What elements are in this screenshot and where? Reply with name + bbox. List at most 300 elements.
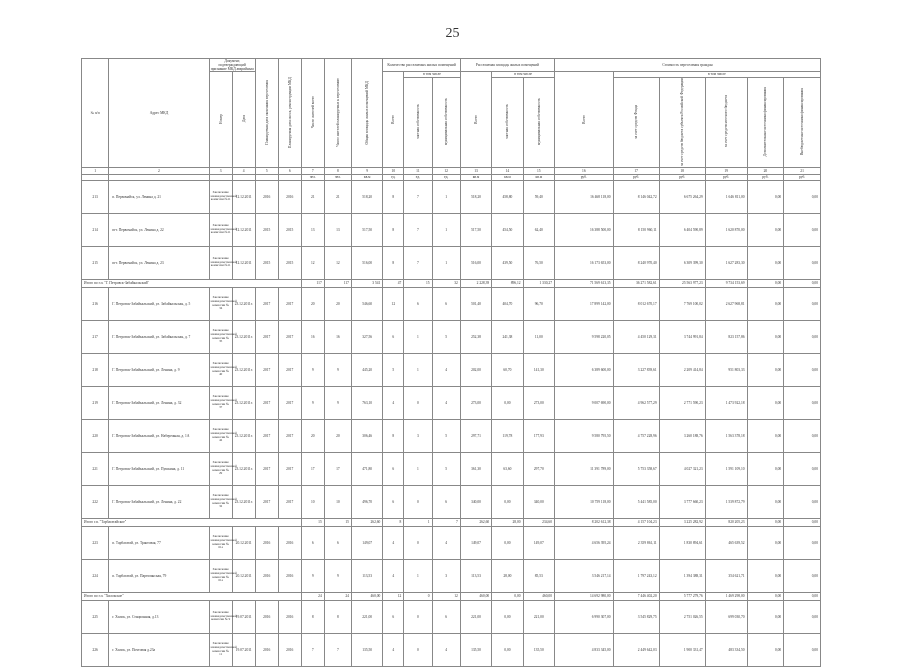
table-cell: 3 [404, 419, 432, 452]
table-cell: 3 744 991,84 [659, 320, 705, 353]
table-cell: 216 [82, 287, 109, 320]
column-number: 18 [659, 167, 705, 174]
table-cell: 340,00 [460, 485, 491, 518]
table-cell: 0,00 [747, 485, 784, 518]
table-cell: 202,00 [460, 353, 491, 386]
subtotal-cell: 1 [404, 518, 432, 526]
table-cell: 6 404 590,89 [659, 213, 705, 246]
subtotal-label: Итого по г.п. "Г. Петровск-Забайкальский" [82, 279, 302, 287]
table-cell: 149,07 [351, 526, 382, 559]
table-cell: пгт. Первомайск, ул. Ленина д. 22 [109, 213, 209, 246]
table-cell: 2017 [255, 485, 278, 518]
table-cell: 1 591 109,10 [705, 452, 747, 485]
subtotal-label: Итого по г.п. "Хилокское" [82, 592, 302, 600]
subtotal-cell: 9 734 153,69 [705, 279, 747, 287]
table-cell: 9 598 220,05 [555, 320, 614, 353]
column-number: 20 [747, 167, 784, 174]
table-cell: 5 [432, 320, 460, 353]
subtotal-cell: 1 330,27 [523, 279, 554, 287]
table-cell: 354 621,71 [705, 559, 747, 592]
table-cell: Заключение межведомственной комиссии № 37 [209, 386, 232, 419]
table-cell: 0 [404, 600, 432, 633]
table-cell: 9 [301, 559, 324, 592]
table-cell: 3 227 839,61 [613, 353, 659, 386]
table-cell: 6 389 600,00 [555, 353, 614, 386]
table-cell: 0 [404, 485, 432, 518]
table-cell: 23.12.2011г. [232, 320, 255, 353]
table-cell: 0,00 [784, 287, 821, 320]
subtotal-cell: 15 [301, 518, 324, 526]
table-cell: 0,00 [747, 419, 784, 452]
table-cell: 0,00 [747, 246, 784, 279]
subtotal-cell: 47 [383, 279, 404, 287]
table-cell: 4 [383, 633, 404, 666]
table-cell: 4 [432, 633, 460, 666]
table-cell: 9 [324, 353, 351, 386]
table-cell: п. Тарбагатай, ул. Партизанская, 79 [109, 559, 209, 592]
table-cell: 19.07.2011 [232, 633, 255, 666]
header-area-total: Всего [460, 72, 491, 167]
table-cell: 2017 [255, 287, 278, 320]
table-cell: 20 [324, 287, 351, 320]
header-cost-budget-rf: за счет средств бюджета субъекта Российской Федерации [659, 77, 705, 167]
table-cell: 8 [324, 600, 351, 633]
header-rooms-group: Количество расселяемых жилых помещений [383, 59, 460, 72]
table-cell: 21 [324, 180, 351, 213]
table-cell: 20 [301, 287, 324, 320]
subtotal-row [82, 592, 821, 600]
subtotal-cell: 14 692 980,00 [555, 592, 614, 600]
column-number: 19 [705, 167, 747, 174]
table-cell: 1 [404, 559, 432, 592]
subtotal-cell: 15 [324, 518, 351, 526]
table-row [82, 419, 821, 452]
table-cell: 2017 [278, 353, 301, 386]
table-cell: 6 [432, 600, 460, 633]
table-cell: 2016 [278, 559, 301, 592]
table-cell: 28,00 [492, 559, 523, 592]
table-cell: Г. Петровск-Забайкальский, ул. Забайкальская, д. 5 [109, 287, 209, 320]
header-cost-fund: за счет средств Фонда [613, 77, 659, 167]
table-cell: 2016 [278, 600, 301, 633]
column-number: 14 [492, 167, 523, 174]
table-cell: 6 [301, 526, 324, 559]
subtotal-cell: 8 202 612,38 [555, 518, 614, 526]
table-cell: 439,50 [492, 246, 523, 279]
table-cell: 12.12.2011 [232, 180, 255, 213]
table-cell: 222 [82, 485, 109, 518]
unit-label: кв.м [523, 174, 554, 180]
header-rooms-incl: в том числе [404, 72, 461, 77]
table-cell: 6 [383, 485, 404, 518]
table-cell: 306,46 [351, 419, 382, 452]
table-cell: 1 [404, 320, 432, 353]
column-number: 13 [460, 167, 491, 174]
table-cell: 3 260 188,76 [659, 419, 705, 452]
table-cell: 518,20 [351, 180, 382, 213]
subtotal-cell: 4 157 104,23 [613, 518, 659, 526]
table-cell: 7 [404, 246, 432, 279]
table-cell: 6 309 399,30 [659, 246, 705, 279]
table-row [82, 320, 821, 353]
table-cell: 0,00 [747, 353, 784, 386]
table-cell: 517,50 [460, 213, 491, 246]
table-cell: 0,00 [747, 287, 784, 320]
table-cell: 2016 [278, 633, 301, 666]
unit-label: ед. [383, 174, 404, 180]
table-cell: Г. Петровск-Забайкальский, ул. Набережная, д. 1А [109, 419, 209, 452]
table-cell: 76,50 [523, 246, 554, 279]
subtotal-cell: 71 569 613,35 [555, 279, 614, 287]
table-cell: 8 [301, 600, 324, 633]
table-cell: 1 620 870,00 [705, 213, 747, 246]
header-doc-date: Дата [232, 72, 255, 167]
table-cell: 1 394 388,31 [659, 559, 705, 592]
subtotal-cell: 24 [324, 592, 351, 600]
table-cell: г. Хилок, ул. Почтовая д.23а [109, 633, 209, 666]
table-cell: 0,00 [747, 559, 784, 592]
table-cell: 23.12.2011г. [232, 419, 255, 452]
table-cell: 23.12.2011г. [232, 386, 255, 419]
table-cell: 0,00 [784, 419, 821, 452]
column-number: 15 [523, 167, 554, 174]
table-cell: Г. Петровск-Забайкальский, ул. Ленина, д. 22 [109, 485, 209, 518]
table-cell: 445,20 [351, 353, 382, 386]
table-cell: 0,00 [784, 353, 821, 386]
table-cell: 60,70 [492, 353, 523, 386]
unit-label: чел. [301, 174, 324, 180]
unit-label: руб. [784, 174, 821, 180]
subtotal-cell: 24 [301, 592, 324, 600]
table-cell: 1 539 872,79 [705, 485, 747, 518]
subtotal-cell: 25 563 977,23 [659, 279, 705, 287]
table-cell: 221,00 [523, 600, 554, 633]
column-number: 5 [255, 167, 278, 174]
table-cell: 1 473 922,18 [705, 386, 747, 419]
table-cell: 0,00 [747, 452, 784, 485]
table-row [82, 600, 821, 633]
subtotal-cell: 7 446 402,20 [613, 592, 659, 600]
table-cell: 2015 [255, 246, 278, 279]
unit-label: чел. [324, 174, 351, 180]
table-cell: 2016 [255, 526, 278, 559]
table-cell: 7 769 100,02 [659, 287, 705, 320]
resettlement-table [81, 58, 821, 667]
table-cell: Заключение межведомственной комиссии № 34 [209, 287, 232, 320]
column-number: 12 [432, 167, 460, 174]
table-cell: 763,10 [351, 386, 382, 419]
table-cell: 135,50 [460, 633, 491, 666]
table-cell: 340,00 [523, 485, 554, 518]
table-cell: 516,00 [460, 246, 491, 279]
table-cell: 0,00 [784, 213, 821, 246]
table-cell: 225 [82, 600, 109, 633]
header-rooms-municipal: муниципальная собственность [432, 77, 460, 167]
unit-label: руб. [659, 174, 705, 180]
table-cell: 218 [82, 353, 109, 386]
table-cell: 8 150 960,11 [613, 213, 659, 246]
table-cell: 2016 [255, 633, 278, 666]
page-number: 25 [445, 26, 460, 41]
table-cell: 20.12.2011 [232, 526, 255, 559]
table-cell: 361,30 [460, 452, 491, 485]
table-cell: 215 [82, 246, 109, 279]
table-cell: 1 797 243,12 [613, 559, 659, 592]
table-cell: п. Первомайск, ул. Ленина д. 21 [109, 180, 209, 213]
column-number: 6 [278, 167, 301, 174]
table-cell: 0,00 [784, 180, 821, 213]
header-doc-group: Документ, подтверждающий признание МКД аварийным [210, 59, 254, 72]
header-planned-demolish: Планируемая дата сноса, реконструкции МКД [278, 59, 301, 168]
table-cell: Заключение межведомственной комиссии № 32 [209, 485, 232, 518]
unit-label: руб. [747, 174, 784, 180]
table-cell: 471,80 [351, 452, 382, 485]
table-cell: 0 [404, 526, 432, 559]
subtotal-cell: 460,00 [523, 592, 554, 600]
table-cell: 2 751 026,55 [659, 600, 705, 633]
table-cell: Заключение межведомственной комиссии №11 [209, 246, 232, 279]
table-cell: Заключение межведомственной комиссии № 11 [209, 633, 232, 666]
table-row [82, 386, 821, 419]
table-cell: 483 334,50 [705, 633, 747, 666]
table-cell: 221 [82, 452, 109, 485]
table-cell: 4 [432, 386, 460, 419]
table-cell: 2017 [278, 419, 301, 452]
header-no: № п/п [82, 59, 109, 168]
table-cell: 4 [383, 559, 404, 592]
table-cell: 2015 [278, 213, 301, 246]
table-cell: 0,00 [747, 600, 784, 633]
subtotal-cell: 460,00 [460, 592, 491, 600]
table-cell: 63,60 [492, 452, 523, 485]
table-cell: 9 [301, 386, 324, 419]
table-cell: 0 [404, 633, 432, 666]
table-cell: 221,00 [351, 600, 382, 633]
table-cell: 327,56 [351, 320, 382, 353]
table-cell: 699 030,70 [705, 600, 747, 633]
table-cell: Заключение межведомственной комиссии № 35 [209, 320, 232, 353]
table-cell: 0,00 [784, 320, 821, 353]
table-cell: 0,00 [747, 180, 784, 213]
unit-label: кв.м [460, 174, 491, 180]
table-cell: 113,53 [460, 559, 491, 592]
table-cell: 3 [432, 559, 460, 592]
table-cell: 0,00 [784, 600, 821, 633]
table-cell: Заключение межведомственной комиссии №11 [209, 213, 232, 246]
column-number: 21 [784, 167, 821, 174]
table-cell: 6 [432, 287, 460, 320]
table-cell: 3 546 217,14 [555, 559, 614, 592]
header-area-private: частная собственность [492, 77, 523, 167]
table-cell: 4 [432, 526, 460, 559]
column-number: 8 [324, 167, 351, 174]
header-cost-budget-local: за счет средств местного бюджета [705, 77, 747, 167]
table-cell: 3 545 829,75 [613, 600, 659, 633]
table-cell: 4 833 345,00 [555, 633, 614, 666]
table-cell: 1 [404, 353, 432, 386]
header-total-area: Общая площадь жилых помещений МКД [351, 59, 382, 168]
table-cell: 10 [301, 485, 324, 518]
table-cell: 9 007 690,00 [555, 386, 614, 419]
table-cell: 17 899 142,00 [555, 287, 614, 320]
subtotal-cell: 0,00 [784, 518, 821, 526]
table-cell: 113,53 [351, 559, 382, 592]
table-cell: 16 [301, 320, 324, 353]
table-cell: 9 580 795,50 [555, 419, 614, 452]
table-cell: 10 759 118,00 [555, 485, 614, 518]
table-cell: 2016 [278, 526, 301, 559]
header-address: Адрес МКД [109, 59, 209, 168]
table-row [82, 287, 821, 320]
table-cell: 9 [324, 559, 351, 592]
table-cell: 0,00 [747, 526, 784, 559]
table-cell: 12 [301, 246, 324, 279]
table-cell: 2016 [278, 180, 301, 213]
table-cell: 12.12.2011 [232, 246, 255, 279]
table-cell: 9 [324, 386, 351, 419]
header-area-group: Расселяемая площадь жилых помещений [460, 59, 554, 72]
table-cell: 2017 [278, 287, 301, 320]
subtotal-cell: 0,00 [784, 592, 821, 600]
table-cell: 297,71 [460, 419, 491, 452]
table-cell: Заключение межведомственной комиссии № 42 [209, 419, 232, 452]
subtotal-cell: 36 271 582,61 [613, 279, 659, 287]
subtotal-cell: 460,00 [351, 592, 382, 600]
table-cell: 6 [324, 526, 351, 559]
subtotal-cell: 0 [404, 592, 432, 600]
table-cell: 2017 [278, 386, 301, 419]
column-number: 10 [383, 167, 404, 174]
table-cell: 465 639,52 [705, 526, 747, 559]
table-cell: 177,93 [523, 419, 554, 452]
table-cell: 7 [404, 180, 432, 213]
table-cell: 16 388 500,00 [555, 213, 614, 246]
table-cell: 96,70 [523, 287, 554, 320]
table-cell: 2017 [255, 419, 278, 452]
table-cell: 10 [324, 485, 351, 518]
table-cell: 0,00 [492, 485, 523, 518]
table-cell: 1 [404, 452, 432, 485]
unit-label: руб. [613, 174, 659, 180]
table-cell: 149,07 [523, 526, 554, 559]
table-cell: 1 [432, 246, 460, 279]
table-cell: Г. Петровск-Забайкальский, ул. Ленина, д. 9 [109, 353, 209, 386]
subtotal-cell: 12 [383, 592, 404, 600]
table-cell: 6 990 307,00 [555, 600, 614, 633]
table-cell: 2015 [278, 246, 301, 279]
table-cell: 23.12.2011г. [232, 485, 255, 518]
table-cell: 496,70 [351, 485, 382, 518]
unit-label: ед. [404, 174, 432, 180]
table-cell: 458,80 [492, 180, 523, 213]
unit-label: руб. [555, 174, 614, 180]
subtotal-cell: 234,60 [523, 518, 554, 526]
header-cost-extra-budget: Внебюджетные источники финансирования [784, 77, 821, 167]
table-cell: 13 [324, 213, 351, 246]
header-rooms-private: частная собственность [404, 77, 432, 167]
table-cell: 7 [404, 213, 432, 246]
table-cell: 12 [324, 246, 351, 279]
table-cell: 1 646 811,00 [705, 180, 747, 213]
subtotal-cell: 262,60 [351, 518, 382, 526]
column-number: 4 [232, 167, 255, 174]
table-cell: 59,40 [523, 180, 554, 213]
column-number: 17 [613, 167, 659, 174]
table-cell: 297,70 [523, 452, 554, 485]
subtotal-row [82, 279, 821, 287]
table-cell: 252,38 [460, 320, 491, 353]
table-cell: 4 [383, 386, 404, 419]
table-cell: 6 [404, 287, 432, 320]
subtotal-cell: 28,00 [492, 518, 523, 526]
table-cell: 20 [301, 419, 324, 452]
table-cell: п. Тарбагатай, ул. Трактовая, 77 [109, 526, 209, 559]
table-cell: 1 [432, 213, 460, 246]
subtotal-cell: 8 [383, 518, 404, 526]
table-cell: 0,00 [784, 452, 821, 485]
table-cell: 404,70 [492, 287, 523, 320]
table-cell: 1 [432, 180, 460, 213]
table-cell: 2017 [255, 320, 278, 353]
table-cell: 2015 [255, 213, 278, 246]
column-number: 7 [301, 167, 324, 174]
table-cell: 2016 [255, 180, 278, 213]
table-row [82, 353, 821, 386]
table-cell: 149,07 [460, 526, 491, 559]
table-cell: 6 675 264,29 [659, 180, 705, 213]
table-cell: 8 [383, 246, 404, 279]
header-cost-extra: Дополнительные источники финансирования [747, 77, 784, 167]
table-cell: 20.12.2011 [232, 559, 255, 592]
subtotal-cell: 820 205,23 [705, 518, 747, 526]
table-cell: 217 [82, 320, 109, 353]
table-cell: 16 173 653,00 [555, 246, 614, 279]
table-cell: 7 [324, 633, 351, 666]
header-residents: Число жителей всего [301, 59, 324, 168]
table-cell: 2 209 414,84 [659, 353, 705, 386]
table-cell: 2017 [255, 386, 278, 419]
table-cell: 135,50 [351, 633, 382, 666]
table-cell: 224 [82, 559, 109, 592]
column-number: 3 [209, 167, 232, 174]
subtotal-cell: 7 [432, 518, 460, 526]
table-cell: пгт. Первомайск, ул. Ленина д. 23 [109, 246, 209, 279]
table-cell: 7 [301, 633, 324, 666]
table-cell: 8 [383, 419, 404, 452]
table-cell: 0,00 [747, 320, 784, 353]
table-cell: Заключение межведомственной комиссии № 29 [209, 452, 232, 485]
unit-label: руб. [705, 174, 747, 180]
subtotal-cell: 117 [324, 279, 351, 287]
subtotal-cell: 0,00 [784, 279, 821, 287]
table-cell: 6 [383, 452, 404, 485]
table-cell: Заключение межведомственной комиссии № 61а [209, 526, 232, 559]
table-cell: 1 627 283,30 [705, 246, 747, 279]
table-cell: 4 [432, 353, 460, 386]
header-area-incl: в том числе [492, 72, 555, 77]
table-cell: 62,40 [523, 213, 554, 246]
column-number: 1 [82, 167, 109, 174]
table-row [82, 213, 821, 246]
table-cell: 9 [301, 353, 324, 386]
table-cell: 17 [324, 452, 351, 485]
subtotal-cell: 0,00 [747, 592, 784, 600]
subtotal-cell: 0,00 [492, 592, 523, 600]
table-cell: 11,00 [523, 320, 554, 353]
table-cell: 8 146 042,72 [613, 180, 659, 213]
table-cell: 2 359 861,11 [613, 526, 659, 559]
table-cell: 2017 [278, 452, 301, 485]
